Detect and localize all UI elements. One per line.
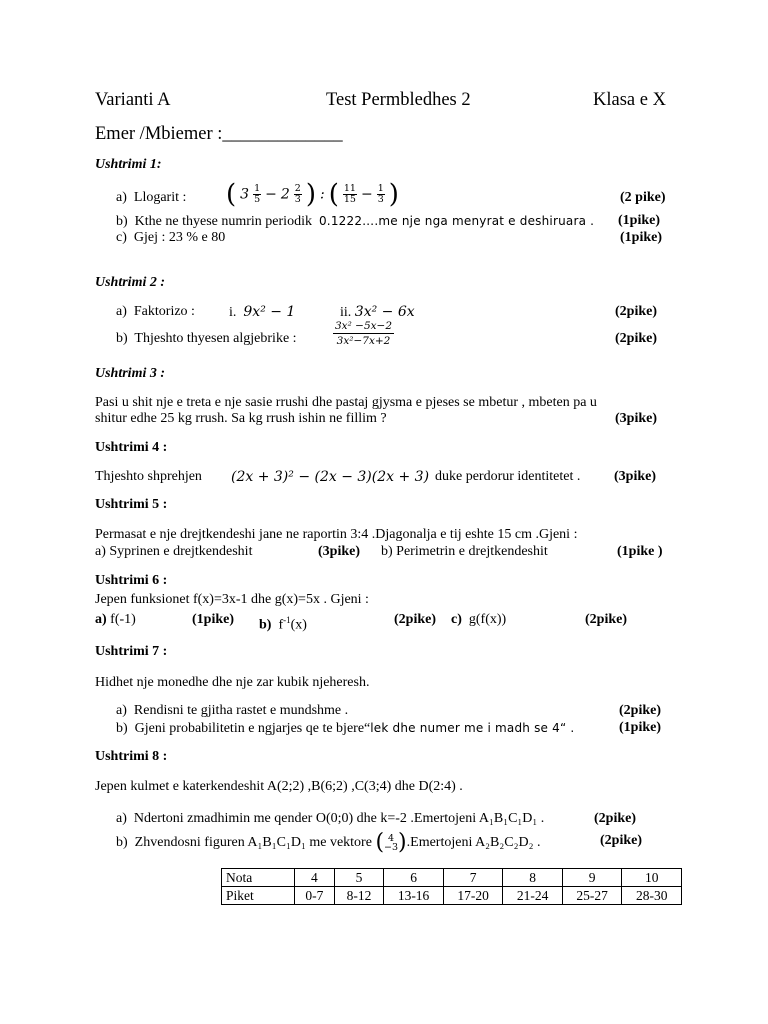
- mixed1-whole: 3: [240, 186, 250, 203]
- ex6-b-points: (2pike): [394, 612, 436, 627]
- table-row: [222, 887, 682, 905]
- ex8-a: [116, 811, 544, 827]
- op2: −: [360, 186, 373, 203]
- grades-table: [221, 868, 682, 905]
- ex1-b-mono: 0.1222….me nje nga menyrat e deshiruara .: [318, 214, 595, 228]
- ex4-points: (3pike): [614, 469, 656, 484]
- ex5-b-points: (1pike ): [617, 544, 663, 559]
- table-cell: 8-12: [334, 887, 384, 905]
- ex2-b-numerator: 3x² −5x−2: [335, 320, 393, 332]
- ex2-b-text: Thjeshto thyesen algjebrike :: [134, 331, 297, 346]
- ex7-b-points: (1pike): [619, 720, 661, 735]
- ex7-a-points: (2pike): [619, 703, 661, 718]
- table-cell: 9: [562, 869, 622, 887]
- ex4-text-before: Thjeshto shprehjen: [95, 469, 202, 484]
- ex1-a: [116, 190, 186, 206]
- ex3-points: (3pike): [615, 411, 657, 426]
- ex1-b-label: b): [116, 214, 128, 229]
- class-label: Klasa e X: [593, 90, 666, 110]
- ex6-c: [451, 612, 506, 628]
- ex6-title: Ushtrimi 6 :: [95, 573, 168, 588]
- test-title: Test Permbledhes 2: [326, 90, 471, 110]
- ex6-c-points: (2pike): [585, 612, 627, 627]
- ex8-b: [116, 830, 541, 855]
- ex3-line1: Pasi u shit nje e treta e nje sasie rrushi dhe pastaj gjysma e pjeses se mbetur , mbeten pa u: [95, 395, 597, 410]
- ex2-a: [116, 304, 195, 320]
- ex2-a-i-expr: 9x² − 1: [243, 304, 296, 320]
- ex1-a-label: a): [116, 190, 127, 205]
- ex2-b-label: b): [116, 331, 128, 346]
- ex7-b-mono: lek dhe numer me i madh se 4“ .: [370, 721, 575, 735]
- ex7-a-text: Rendisni te gjitha rastet e mundshme .: [133, 703, 349, 718]
- table-cell: Nota: [222, 869, 295, 887]
- ex2-title: Ushtrimi 2 :: [95, 275, 166, 290]
- ex6-b-arg: (x): [290, 617, 307, 633]
- ex2-a-ii-label: ii.: [340, 305, 352, 320]
- ex7-b-text: Gjeni probabilitetin e ngjarjes qe te bjere“: [134, 721, 371, 736]
- ex3-title: Ushtrimi 3 :: [95, 366, 166, 381]
- mixed2-whole: 2: [280, 186, 290, 203]
- ex4-title: Ushtrimi 4 :: [95, 440, 168, 455]
- vector-open-paren: (: [375, 830, 385, 855]
- ex1-a-text: Llogarit :: [133, 190, 187, 205]
- ex5-b: b) Perimetrin e drejtkendeshit: [381, 544, 548, 559]
- ex1-a-expression: [226, 179, 399, 210]
- ex5-a: a) Syprinen e drejtkendeshit: [95, 544, 253, 559]
- table-cell: 28-30: [622, 887, 682, 905]
- ex7-b-label: b): [116, 721, 128, 736]
- ex2-b-fraction: [333, 320, 394, 347]
- ex8-b-text-post: .Emertojeni A₂B₂C₂D₂ .: [406, 835, 541, 851]
- name-line: Emer /Mbiemer :_____________: [95, 124, 343, 144]
- table-cell: 5: [334, 869, 384, 887]
- ex6-a: [95, 612, 136, 628]
- ex8-a-points: (2pike): [594, 811, 636, 826]
- ex2-a-points: (2pike): [615, 304, 657, 319]
- ex1-b-text: Kthe ne thyese numrin periodik: [134, 214, 312, 229]
- ex7-b: [116, 720, 574, 737]
- ex2-b: [116, 331, 297, 347]
- table-cell: 13-16: [384, 887, 444, 905]
- ex8-b-points: (2pike): [600, 833, 642, 848]
- ex6-line1: Jepen funksionet f(x)=3x-1 dhe g(x)=5x . Gjeni :: [95, 592, 369, 607]
- ex5-line1: Permasat e nje drejtkendeshi jane ne raportin 3:4 .Djagonalja e tij eshte 15 cm .Gjeni :: [95, 527, 578, 542]
- ex6-a-points: (1pike): [192, 612, 234, 627]
- ex6-a-text: f(-1): [110, 612, 136, 627]
- ex3-line2: shitur edhe 25 kg rrush. Sa kg rrush ishin ne fillim ?: [95, 411, 387, 426]
- ex5-title: Ushtrimi 5 :: [95, 497, 168, 512]
- op1: −: [265, 186, 277, 203]
- ex1-b: [116, 213, 594, 230]
- ex5-a-points: (3pike): [318, 544, 360, 559]
- ex1-b-points: (1pike): [618, 213, 660, 228]
- ex1-c-text: Gjej : 23 % e 80: [133, 230, 226, 245]
- vector: [384, 834, 398, 852]
- table-cell: 7: [443, 869, 503, 887]
- vector-close-paren: ): [398, 830, 407, 855]
- ex7-title: Ushtrimi 7 :: [95, 644, 168, 659]
- mixed1-fraction: $\frac{1}{5}$: [254, 183, 261, 205]
- ex2-a-ii: [340, 304, 415, 321]
- mixed2-fraction: $\frac{2}{3}$: [294, 183, 301, 205]
- ex6-c-label: c): [451, 612, 462, 627]
- table-cell: Piket: [222, 887, 295, 905]
- open-paren-1: (: [226, 179, 237, 210]
- ex7-line1: Hidhet nje monedhe dhe nje zar kubik njeheresh.: [95, 675, 370, 690]
- ex1-c: [116, 230, 225, 246]
- ex4-text-after: duke perdorur identitetet .: [435, 469, 581, 484]
- table-cell: 0-7: [295, 887, 335, 905]
- ex6-a-label: a): [95, 612, 107, 627]
- table-cell: 6: [384, 869, 444, 887]
- close-paren-1: ): [305, 179, 316, 210]
- variant-label: Varianti A: [95, 90, 171, 110]
- table-cell: 25-27: [562, 887, 622, 905]
- fraction-3: $\frac{11}{15}$: [343, 183, 356, 205]
- table-cell: 17-20: [443, 887, 503, 905]
- table-cell: 4: [295, 869, 335, 887]
- table-cell: 21-24: [503, 887, 563, 905]
- table-row: [222, 869, 682, 887]
- vector-top: 4: [388, 833, 395, 844]
- ex2-a-i-label: i.: [229, 305, 237, 320]
- ex6-c-text: g(f(x)): [468, 612, 507, 627]
- ex8-line1: Jepen kulmet e katerkendeshit A(2;2) ,B(6;2) ,C(3;4) dhe D(2:4) .: [95, 779, 463, 794]
- ex1-c-label: c): [116, 230, 127, 245]
- open-paren-2: (: [328, 179, 339, 210]
- vector-bottom: −3: [384, 842, 399, 853]
- division-colon: :: [319, 186, 325, 203]
- ex2-b-denominator: 3x²−7x+2: [336, 335, 391, 347]
- ex4-expression: (2x + 3)² − (2x − 3)(2x + 3): [231, 469, 430, 485]
- ex2-b-points: (2pike): [615, 331, 657, 346]
- ex1-c-points: (1pike): [620, 230, 662, 245]
- ex1-a-points: (2 pike): [620, 190, 666, 205]
- ex2-a-i: [229, 304, 295, 321]
- ex1-title: Ushtrimi 1:: [95, 157, 162, 172]
- ex7-a: [116, 703, 348, 719]
- ex2-a-label: a): [116, 304, 127, 319]
- ex8-b-label: b): [116, 835, 128, 851]
- ex7-a-label: a): [116, 703, 127, 718]
- table-cell: 10: [622, 869, 682, 887]
- ex6-b-sup: -1: [283, 615, 291, 625]
- ex2-a-ii-expr: 3x² − 6x: [354, 304, 415, 320]
- fraction-4: $\frac{1}{3}$: [377, 183, 384, 205]
- ex8-title: Ushtrimi 8 :: [95, 749, 168, 764]
- ex8-b-text-pre: Zhvendosni figuren A₁B₁C₁D₁ me vektore: [134, 835, 372, 851]
- ex2-a-text: Faktorizo :: [133, 304, 195, 319]
- ex6-b-label: b): [259, 617, 272, 633]
- close-paren-2: ): [388, 179, 399, 210]
- ex8-a-text: Ndertoni zmadhimin me qender O(0;0) dhe k=-2 .Emertojeni A₁B₁C₁D₁ .: [133, 811, 545, 826]
- ex6-b-f: f: [278, 617, 284, 633]
- ex8-a-label: a): [116, 811, 127, 826]
- table-cell: 8: [503, 869, 563, 887]
- ex6-b: [259, 612, 307, 634]
